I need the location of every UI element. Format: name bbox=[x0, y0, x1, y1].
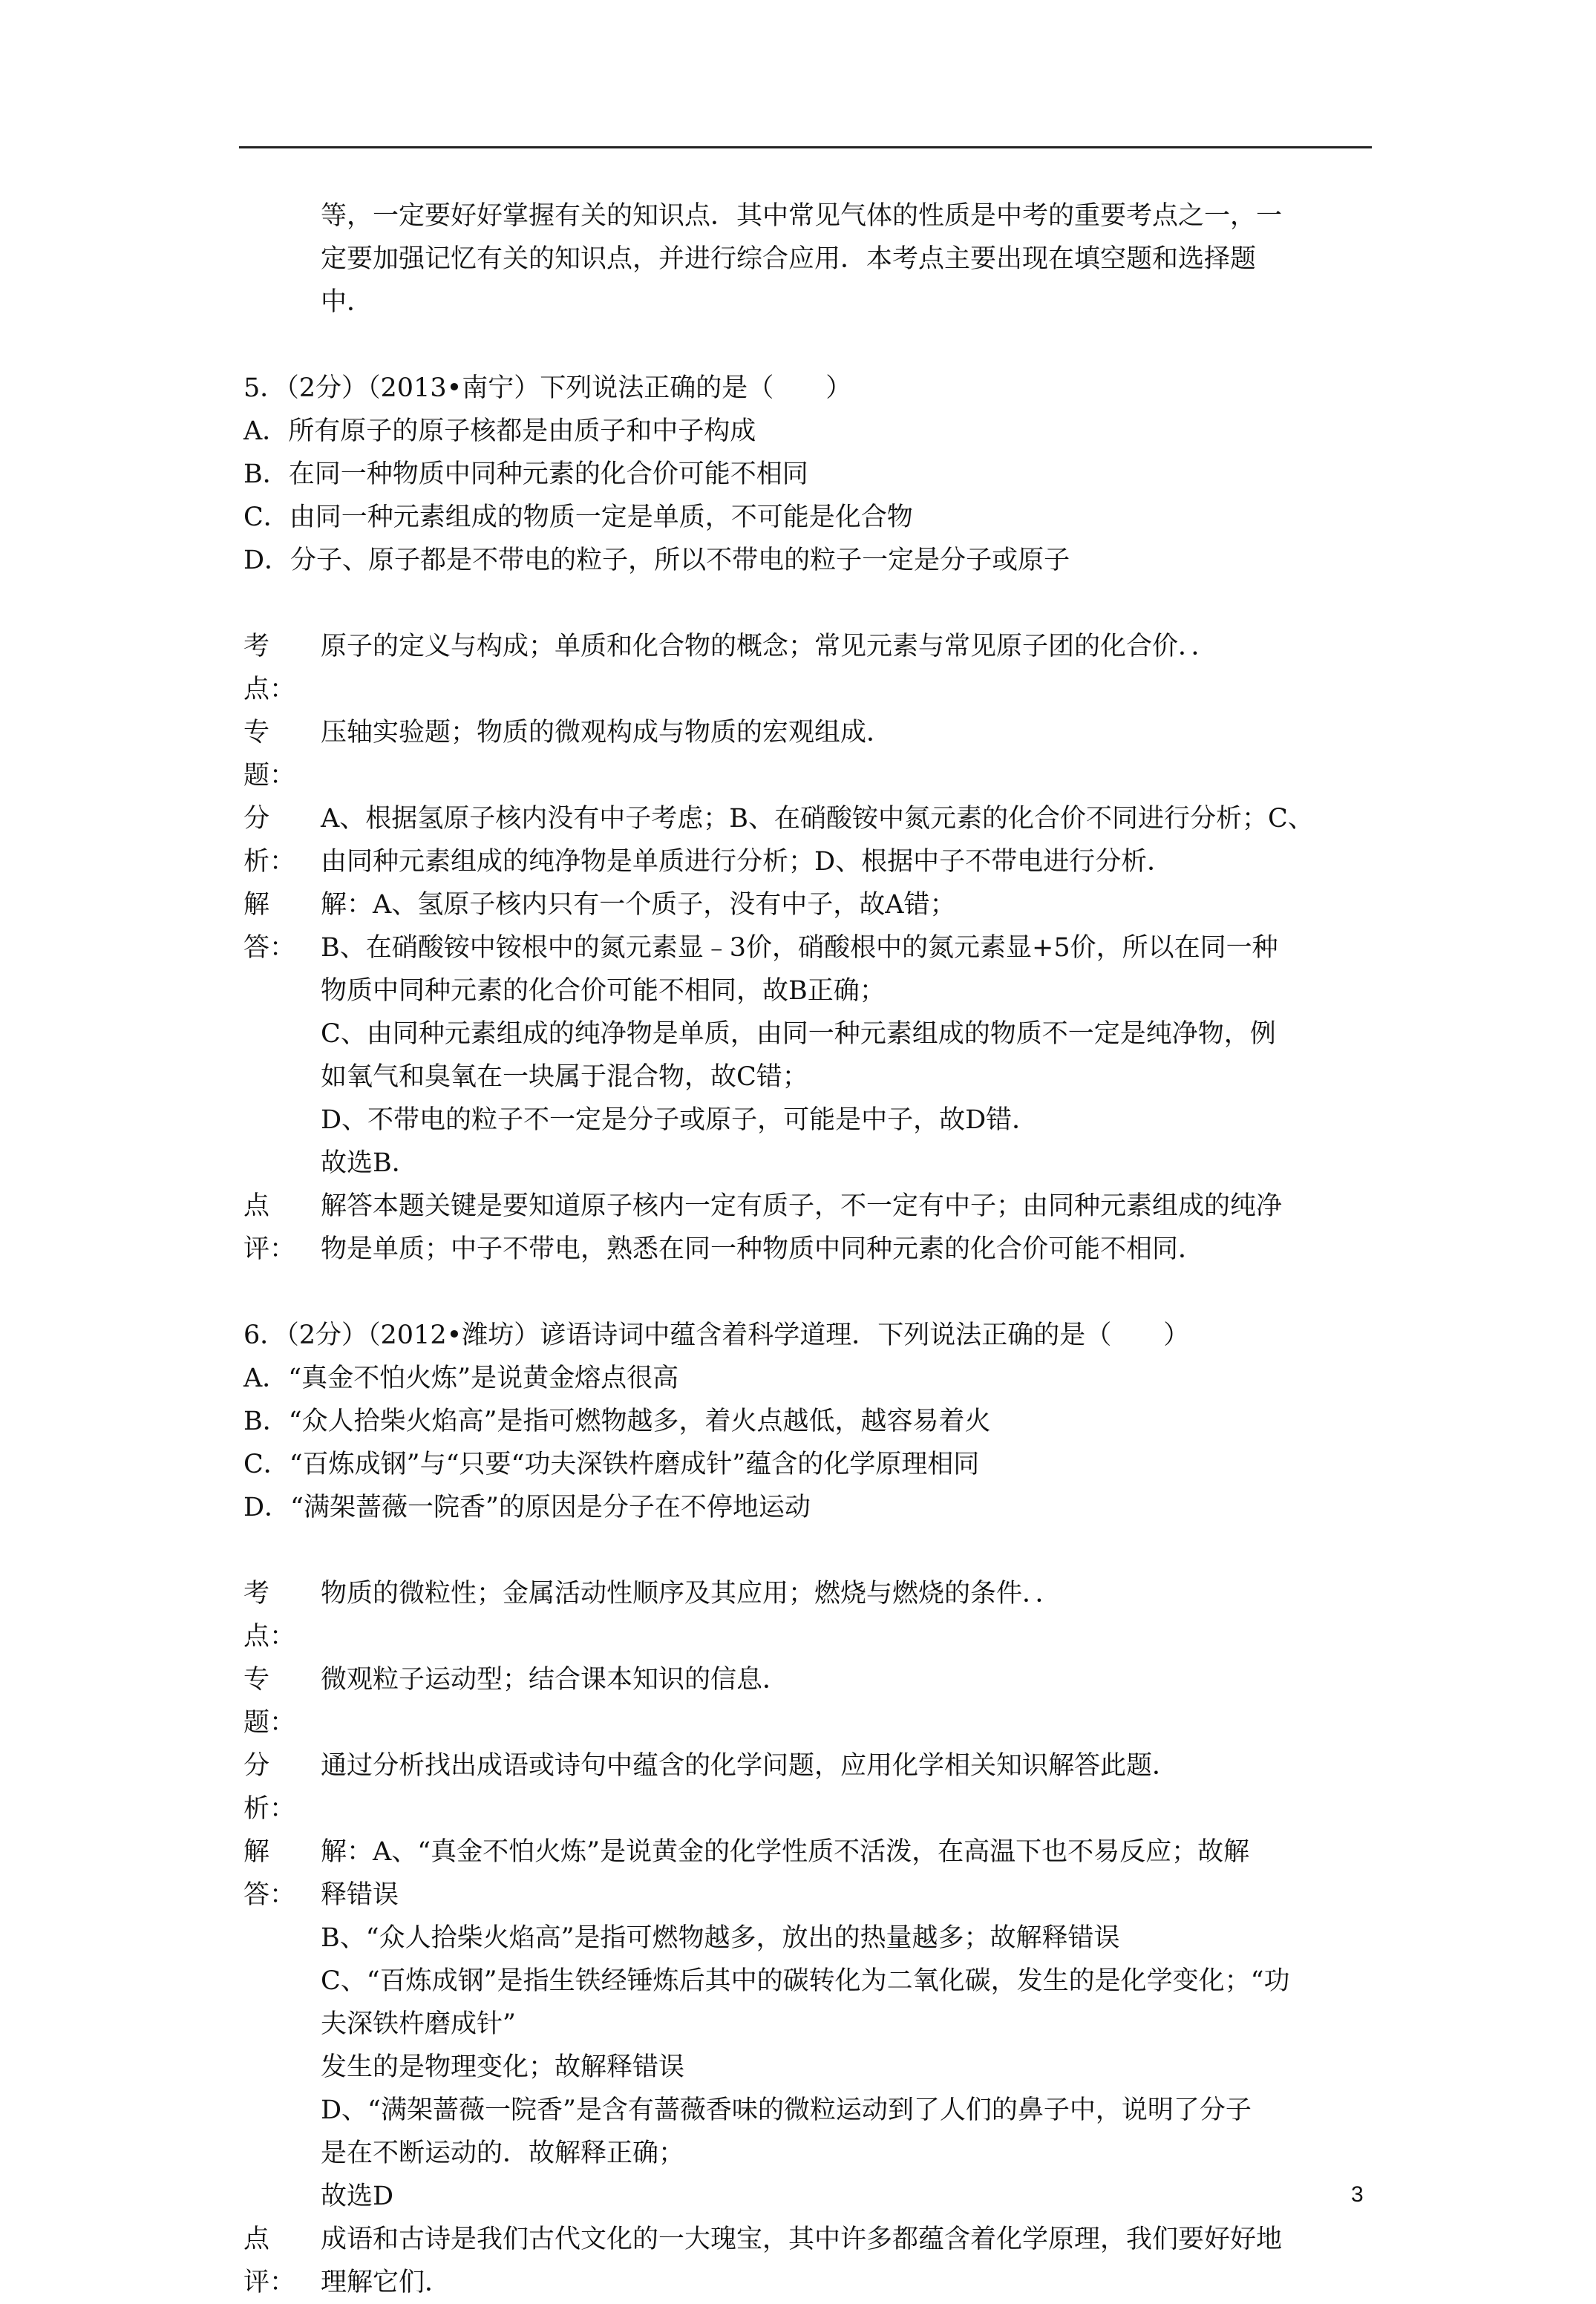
question-5 bbox=[243, 367, 1379, 1271]
option-c: C．“百炼成钢”与“只要“功夫深铁杵磨成针”蕴含的化学原理相同 bbox=[243, 1450, 980, 1479]
jieda-line: 故选D bbox=[321, 2182, 394, 2211]
jieda-line: 是在不断运动的．故解释正确； bbox=[321, 2138, 685, 2168]
option-b: B．“众人拾柴火焰高”是指可燃物越多，着火点越低，越容易着火 bbox=[243, 1407, 991, 1436]
kaodian-label: 考点： bbox=[243, 1579, 296, 1652]
fenxi-section bbox=[243, 797, 1379, 883]
jieda-line: C、由同种元素组成的纯净物是单质，由同一种元素组成的物质不一定是纯净物，例 bbox=[321, 1019, 1276, 1049]
zhuanti-text: 压轴实验题；物质的微观构成与物质的宏观组成． bbox=[321, 718, 893, 747]
dianping-line: 理解它们． bbox=[321, 2268, 451, 2297]
jieda-line: 物质中同种元素的化合价可能不相同，故B正确； bbox=[321, 976, 886, 1006]
dianping-line: 物是单质；中子不带电，熟悉在同一种物质中同种元素的化合价可能不相同． bbox=[321, 1234, 1205, 1264]
jieda-line: 发生的是物理变化；故解释错误 bbox=[321, 2052, 685, 2082]
option-a: A．“真金不怕火炼”是说黄金熔点很高 bbox=[243, 1364, 679, 1393]
dianping-section bbox=[243, 2218, 1379, 2304]
header-rule bbox=[239, 146, 1372, 148]
text-line: 定要加强记忆有关的知识点，并进行综合应用．本考点主要出现在填空题和选择题 bbox=[321, 244, 1257, 274]
fenxi-line: A、根据氢原子核内没有中子考虑；B、在硝酸铵中氮元素的化合价不同进行分析；C、 bbox=[321, 804, 1314, 834]
fenxi-line: 由同种元素组成的纯净物是单质进行分析；D、根据中子不带电进行分析． bbox=[321, 847, 1174, 877]
jieda-section bbox=[243, 1830, 1379, 2218]
question-stem: 6．（2分）（2012•潍坊）谚语诗词中蕴含着科学道理．下列说法正确的是（ ） bbox=[243, 1320, 1190, 1350]
dianping-line: 成语和古诗是我们古代文化的一大瑰宝，其中许多都蕴含着化学原理，我们要好好地 bbox=[321, 2225, 1283, 2254]
jieda-line: 解：A、氢原子核内只有一个质子，没有中子，故A错； bbox=[321, 890, 956, 920]
option-d: D．分子、原子都是不带电的粒子，所以不带电的粒子一定是分子或原子 bbox=[243, 546, 1070, 575]
jieda-line: C、“百炼成钢”是指生铁经锤炼后其中的碳转化为二氧化碳，发生的是化学变化；“功 bbox=[321, 1966, 1290, 1996]
kaodian-section bbox=[243, 1572, 1379, 1658]
kaodian-section bbox=[243, 625, 1379, 711]
dianping-section bbox=[243, 1185, 1379, 1271]
jieda-line: D、不带电的粒子不一定是分子或原子，可能是中子，故D错． bbox=[321, 1105, 1039, 1135]
text-line: 中． bbox=[321, 287, 373, 317]
zhuanti-section bbox=[243, 1658, 1379, 1744]
question-stem: 5．（2分）（2013•南宁）下列说法正确的是（ ） bbox=[243, 373, 852, 403]
question-6 bbox=[243, 1314, 1379, 2304]
jieda-line: 解：A、“真金不怕火炼”是说黄金的化学性质不活泼，在高温下也不易反应；故解 bbox=[321, 1837, 1250, 1867]
text-line: 等，一定要好好掌握有关的知识点．其中常见气体的性质是中考的重要考点之一，一 bbox=[321, 201, 1283, 231]
dianping-line: 解答本题关键是要知道原子核内一定有质子，不一定有中子；由同种元素组成的纯净 bbox=[321, 1191, 1283, 1221]
jieda-line: 故选B． bbox=[321, 1148, 418, 1178]
option-d: D．“满架蔷薇一院香”的原因是分子在不停地运动 bbox=[243, 1493, 811, 1522]
page-content bbox=[243, 194, 1379, 2304]
jieda-label: 解答： bbox=[243, 890, 296, 963]
fenxi-label: 分析： bbox=[243, 1751, 296, 1824]
option-c: C．由同一种元素组成的物质一定是单质，不可能是化合物 bbox=[243, 503, 913, 532]
kaodian-text: 物质的微粒性；金属活动性顺序及其应用；燃烧与燃烧的条件．． bbox=[321, 1579, 1062, 1608]
fenxi-label: 分析： bbox=[243, 804, 296, 877]
fenxi-section bbox=[243, 1744, 1379, 1830]
jieda-line: B、“众人拾柴火焰高”是指可燃物越多，放出的热量越多；故解释错误 bbox=[321, 1923, 1120, 1953]
dianping-label: 点评： bbox=[243, 2225, 296, 2297]
page-number: 3 bbox=[1351, 2182, 1364, 2207]
jieda-label: 解答： bbox=[243, 1837, 296, 1910]
jieda-section bbox=[243, 883, 1379, 1185]
option-a: A．所有原子的原子核都是由质子和中子构成 bbox=[243, 416, 756, 446]
jieda-line: 夫深铁杵磨成针” bbox=[321, 2009, 516, 2039]
kaodian-text: 原子的定义与构成；单质和化合物的概念；常见元素与常见原子团的化合价．． bbox=[321, 632, 1217, 661]
zhuanti-text: 微观粒子运动型；结合课本知识的信息． bbox=[321, 1665, 789, 1695]
zhuanti-section bbox=[243, 711, 1379, 797]
jieda-line: B、在硝酸铵中铵根中的氮元素显﹣3价，硝酸根中的氮元素显+5价，所以在同一种 bbox=[321, 933, 1278, 963]
jieda-line: 如氧气和臭氧在一块属于混合物，故C错； bbox=[321, 1062, 808, 1092]
jieda-line: 释错误 bbox=[321, 1880, 399, 1910]
dianping-label: 点评： bbox=[243, 1191, 296, 1264]
kaodian-label: 考点： bbox=[243, 632, 296, 704]
jieda-line: D、“满架蔷薇一院香”是含有蔷薇香味的微粒运动到了人们的鼻子中，说明了分子 bbox=[321, 2095, 1252, 2125]
option-b: B．在同一种物质中同种元素的化合价可能不相同 bbox=[243, 459, 808, 489]
fenxi-line: 通过分析找出成语或诗句中蕴含的化学问题，应用化学相关知识解答此题． bbox=[321, 1751, 1179, 1781]
zhuanti-label: 专题： bbox=[243, 718, 296, 791]
zhuanti-label: 专题： bbox=[243, 1665, 296, 1738]
continuation-paragraph bbox=[243, 194, 1379, 324]
